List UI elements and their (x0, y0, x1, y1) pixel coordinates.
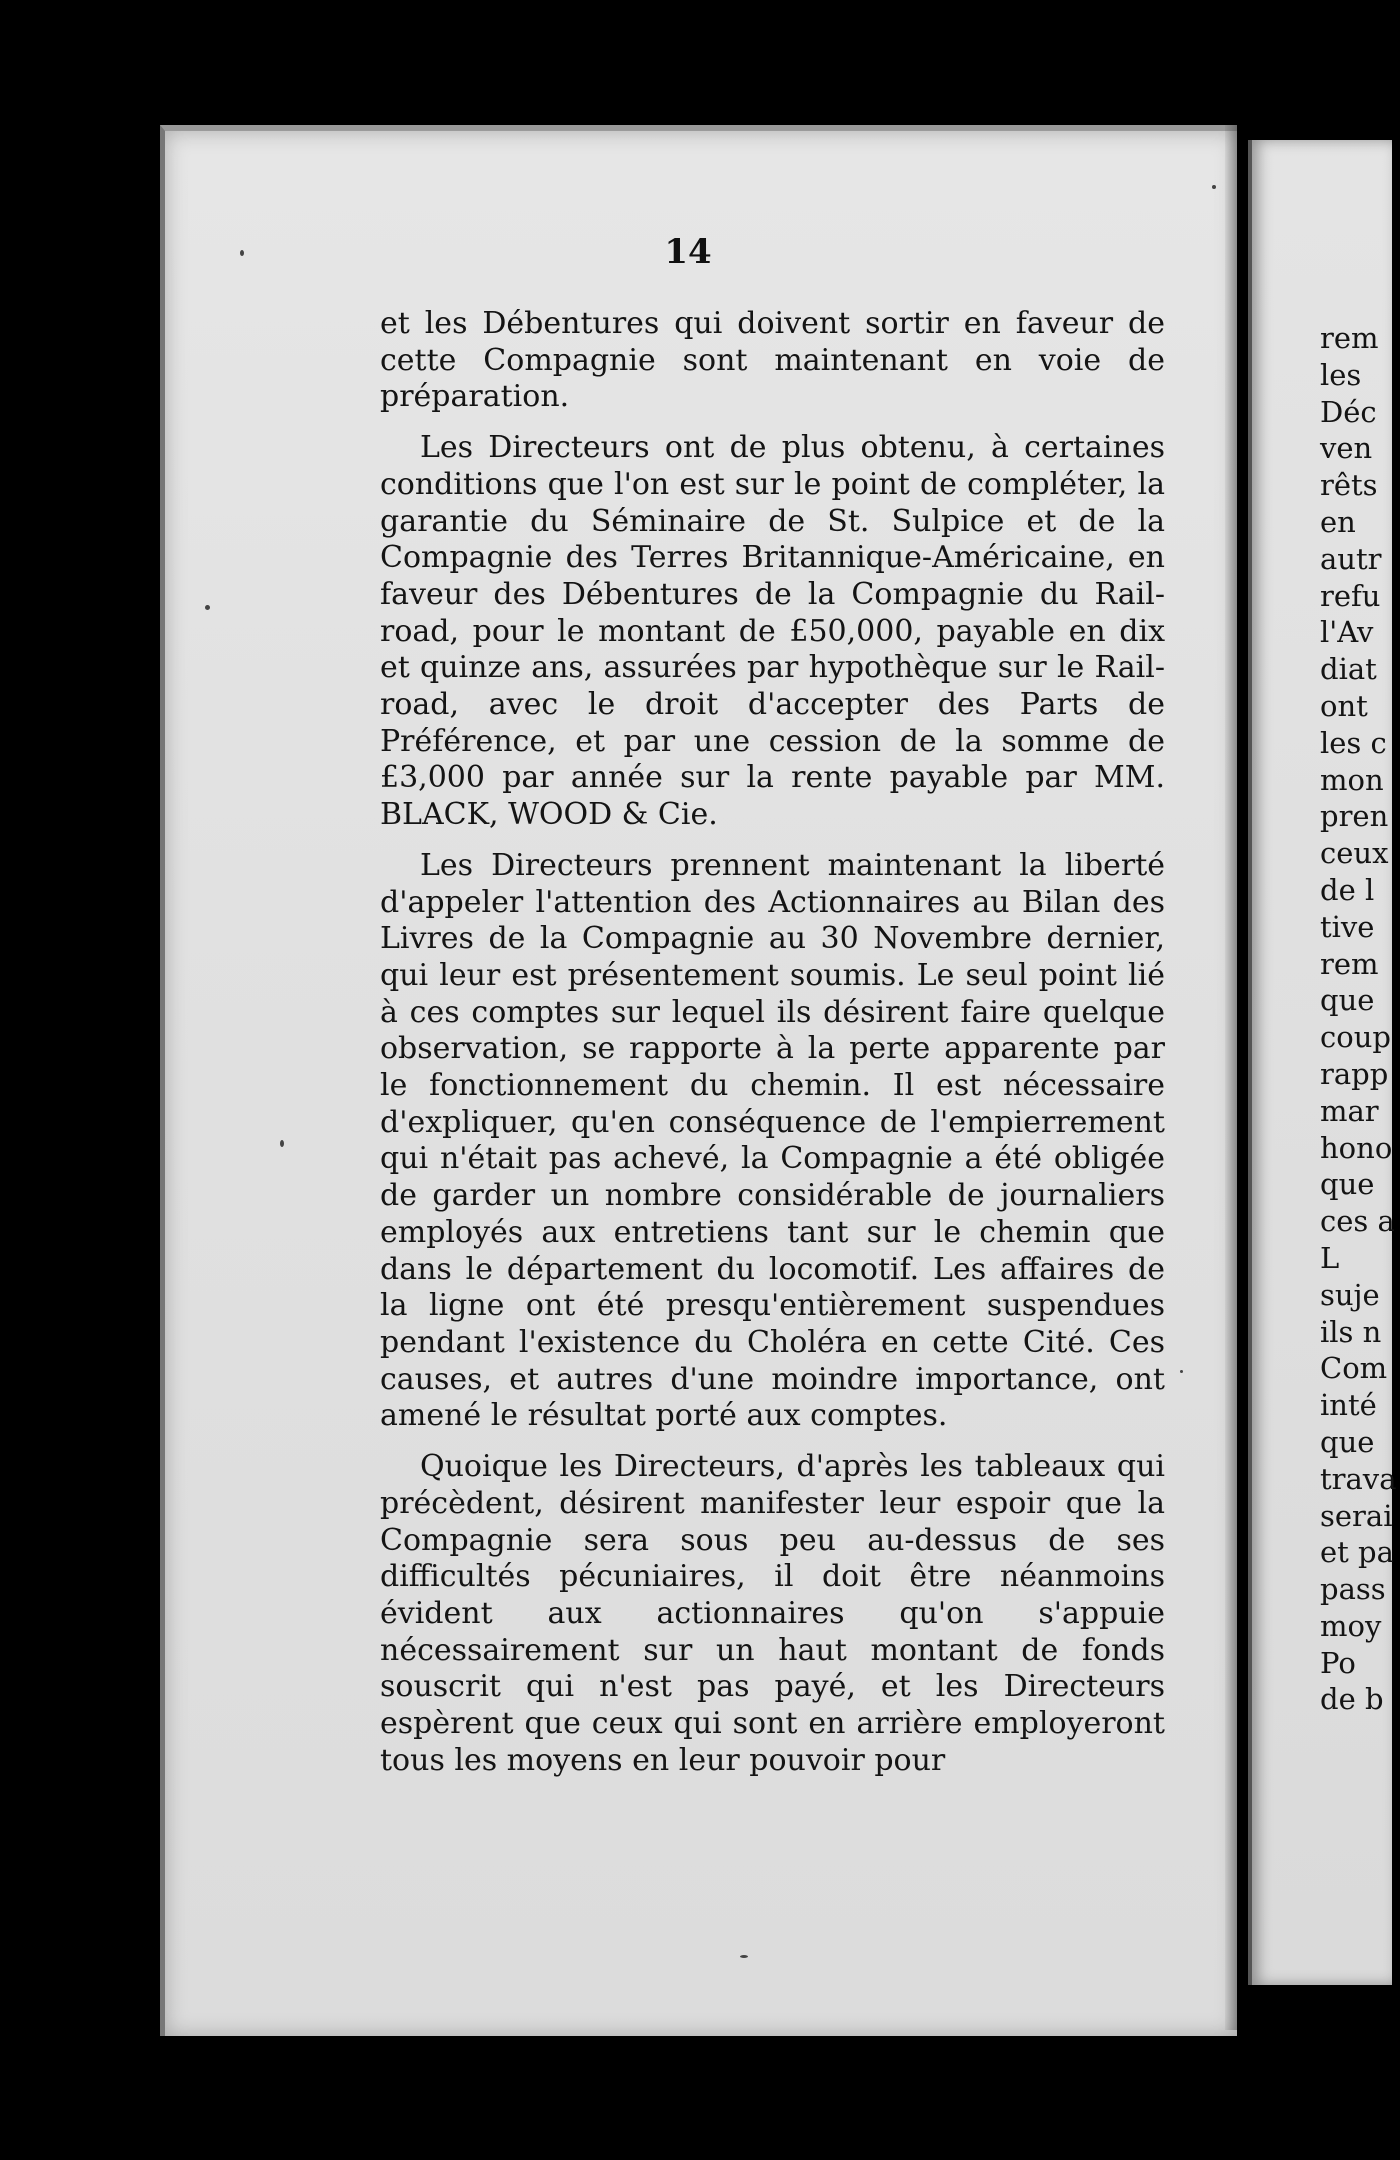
right-page-line: de l (1320, 872, 1375, 907)
right-page-line: tive (1320, 909, 1375, 944)
right-page-line: ceux (1320, 836, 1389, 871)
paragraph-2: Les Directeurs ont de plus obtenu, à certaines conditions que l'on est sur le point de compléter, la garantie du Séminaire de St. Sulpice et de la Compagnie des Terres Britannique-Américaine, en faveur des Débentures de la Compagnie du Rail-road, pour le montant de £50,000, payable en dix et quinze ans, assurées par hypothèque sur le Rail-road, avec le droit d'accepter des Parts de Préférence, et par une cession de la somme de £3,000 par année sur la rente payable par MM. BLACK, WOOD & Cie. (380, 430, 1165, 833)
right-page-line: Com (1320, 1351, 1388, 1386)
right-page-line: ont (1320, 688, 1368, 723)
right-page-line: en (1320, 504, 1356, 539)
right-page-line: moy (1320, 1608, 1382, 1643)
right-page-line: que (1320, 1424, 1375, 1459)
right-page-line: serai (1320, 1498, 1393, 1533)
speck (240, 250, 244, 256)
right-page-line: autr (1320, 541, 1382, 576)
right-page-line: Déc (1320, 394, 1377, 429)
page-number: 14 (664, 232, 712, 272)
right-page-line: mon (1320, 762, 1384, 797)
right-page-line: rêts (1320, 468, 1378, 503)
speck (205, 605, 210, 610)
right-page-line: pren (1320, 799, 1389, 834)
right-page-line: L (1320, 1240, 1340, 1275)
right-page-line: les (1320, 357, 1362, 392)
right-page-line: inté (1320, 1388, 1377, 1423)
main-text-block (380, 306, 1165, 1793)
right-page-line: de b (1320, 1682, 1384, 1717)
right-page-line: les c (1320, 725, 1387, 760)
speck (1180, 1370, 1183, 1373)
right-page-line: coup (1320, 1020, 1391, 1055)
speck (740, 1955, 748, 1958)
right-page-line: diat (1320, 652, 1377, 687)
right-page-line: rapp (1320, 1056, 1389, 1091)
right-page-line: refu (1320, 578, 1381, 613)
right-page-line: l'Av (1320, 615, 1374, 650)
right-page-line: mar (1320, 1093, 1379, 1128)
paragraph-1: et les Débentures qui doivent sortir en faveur de cette Compagnie sont maintenant en voie de préparation. (380, 306, 1165, 415)
right-page-line: suje (1320, 1277, 1380, 1312)
right-page-line: et pa (1320, 1535, 1394, 1570)
right-page-line: hono (1320, 1130, 1393, 1165)
right-page-line: ces a (1320, 1204, 1395, 1239)
gutter-shadow (1225, 125, 1249, 2030)
right-page-line: que (1320, 1167, 1375, 1202)
speck (1212, 185, 1216, 189)
right-page-line: pass (1320, 1572, 1386, 1607)
right-page-line: que (1320, 983, 1375, 1018)
paragraph-4: Quoique les Directeurs, d'après les tableaux qui précèdent, désirent manifester leur espoir que la Compagnie sera sous peu au-dessus de ses difficultés pécuniaires, il doit être néanmoins évident aux actionnaires qu'on s'appuie nécessairement sur un haut montant de fonds souscrit qui n'est pas payé, et les Directeurs espèrent que ceux qui sont en arrière employeront tous les moyens en leur pouvoir pour (380, 1449, 1165, 1778)
right-page-line: Po (1320, 1645, 1356, 1680)
right-page-line: ils n (1320, 1314, 1382, 1349)
right-page-line: rem (1320, 321, 1379, 355)
right-page-line: rem (1320, 946, 1379, 981)
right-page-line: trava (1320, 1461, 1397, 1496)
right-page-text-fragments (1320, 320, 1400, 1718)
speck (280, 1140, 284, 1147)
right-page-line: ven (1320, 431, 1373, 466)
paragraph-3: Les Directeurs prennent maintenant la liberté d'appeler l'attention des Actionnaires au Bilan des Livres de la Compagnie au 30 Novembre dernier, qui leur est présentement soumis. Le seul point lié à ces comptes sur lequel ils désirent faire quelque observation, se rapporte à la perte apparente par le fonctionnement du chemin. Il est nécessaire d'expliquer, qu'en conséquence de l'empierrement qui n'était pas achevé, la Compagnie a été obligée de garder un nombre considérable de journaliers employés aux entretiens tant sur le chemin que dans le département du locomotif. Les affaires de la ligne ont été presqu'entièrement suspendues pendant l'existence du Choléra en cette Cité. Ces causes, et autres d'une moindre importance, ont amené le résultat porté aux comptes. (380, 847, 1165, 1434)
